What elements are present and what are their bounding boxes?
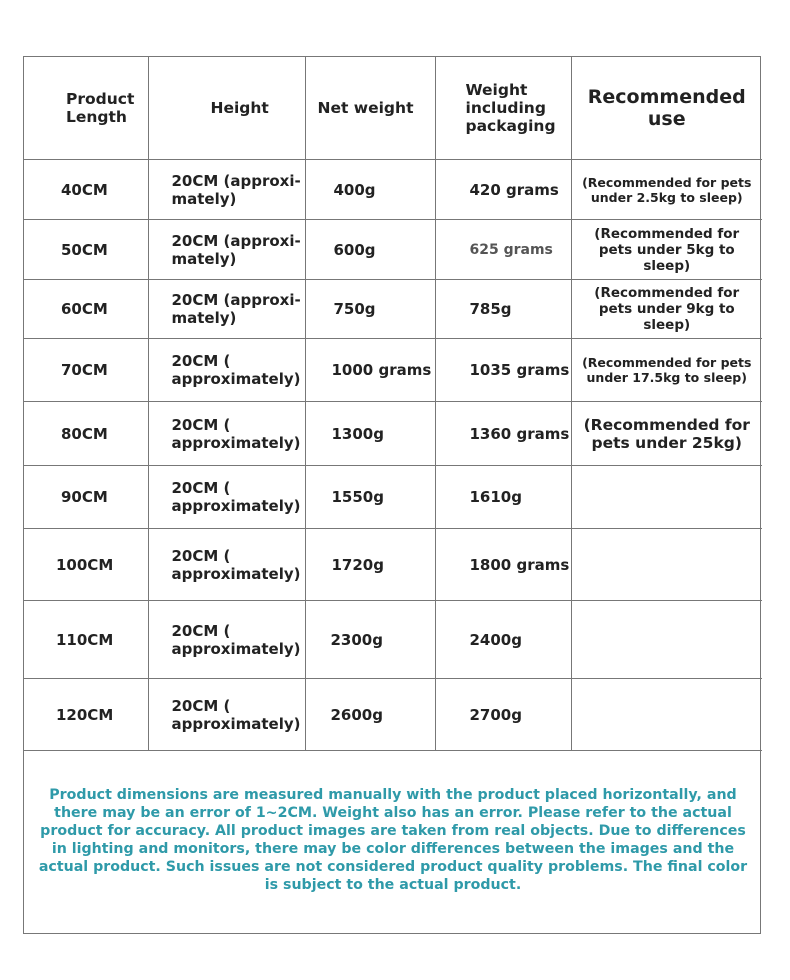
header-net-weight: Net weight [305, 56, 435, 160]
cell-length: 60CM [23, 280, 148, 339]
header-weight-including-packaging: Weight including packaging [435, 56, 571, 160]
cell-gross-weight: 625 grams [435, 220, 571, 280]
disclaimer-note: Product dimensions are measured manually with the product placed horizontally, and there may be an error of 1~2CM. Weight also has an error. Please refer to the actual product for accuracy. All product images are taken from real objects. Due to differences in lighting and monitors, there may be color differences between the images and the actual product. Such issues are not considered product quality problems. The final color is subject to the actual product. [38, 787, 748, 893]
cell-recommended-use: (Recommended for pets under 9kg to sleep) [571, 280, 762, 339]
cell-length: 110CM [23, 601, 148, 679]
cell-net-weight: 600g [305, 220, 435, 280]
cell-recommended-use [571, 679, 762, 751]
cell-height: 20CM ( approximately) [148, 529, 305, 601]
cell-net-weight: 1000 grams [305, 339, 435, 402]
cell-gross-weight: 1610g [435, 466, 571, 529]
table-row [23, 280, 762, 339]
cell-net-weight: 750g [305, 280, 435, 339]
table-row [23, 529, 762, 601]
cell-height: 20CM (approxi-mately) [148, 220, 305, 280]
header-height: Height [148, 56, 305, 160]
table-row [23, 466, 762, 529]
cell-height: 20CM ( approximately) [148, 339, 305, 402]
cell-gross-weight: 1035 grams [435, 339, 571, 402]
cell-length: 80CM [23, 402, 148, 466]
cell-net-weight: 2300g [305, 601, 435, 679]
cell-gross-weight: 2700g [435, 679, 571, 751]
cell-length: 100CM [23, 529, 148, 601]
cell-net-weight: 1720g [305, 529, 435, 601]
cell-recommended-use [571, 601, 762, 679]
cell-length: 70CM [23, 339, 148, 402]
cell-net-weight: 2600g [305, 679, 435, 751]
cell-height: 20CM ( approximately) [148, 601, 305, 679]
cell-gross-weight: 1800 grams [435, 529, 571, 601]
cell-recommended-use: (Recommended for pets under 2.5kg to sleep) [571, 160, 762, 220]
cell-recommended-use: (Recommended for pets under 17.5kg to sleep) [571, 339, 762, 402]
size-chart-table [23, 56, 762, 751]
cell-gross-weight: 420 grams [435, 160, 571, 220]
cell-height: 20CM ( approximately) [148, 402, 305, 466]
cell-net-weight: 400g [305, 160, 435, 220]
cell-recommended-use: (Recommended for pets under 25kg) [571, 402, 762, 466]
cell-gross-weight: 2400g [435, 601, 571, 679]
cell-height: 20CM (approxi-mately) [148, 160, 305, 220]
table-row [23, 160, 762, 220]
cell-height: 20CM ( approximately) [148, 466, 305, 529]
cell-gross-weight: 1360 grams [435, 402, 571, 466]
table-header-row [23, 56, 762, 160]
table-row [23, 220, 762, 280]
table-row [23, 679, 762, 751]
cell-recommended-use [571, 529, 762, 601]
cell-net-weight: 1300g [305, 402, 435, 466]
cell-length: 120CM [23, 679, 148, 751]
table-row [23, 601, 762, 679]
table-row [23, 402, 762, 466]
cell-length: 40CM [23, 160, 148, 220]
cell-height: 20CM (approxi-mately) [148, 280, 305, 339]
cell-recommended-use: (Recommended for pets under 5kg to sleep) [571, 220, 762, 280]
cell-length: 90CM [23, 466, 148, 529]
cell-net-weight: 1550g [305, 466, 435, 529]
header-recommended-use: Recommended use [571, 56, 762, 160]
table-row [23, 339, 762, 402]
cell-gross-weight: 785g [435, 280, 571, 339]
cell-recommended-use [571, 466, 762, 529]
cell-length: 50CM [23, 220, 148, 280]
header-product-length: Product Length [23, 56, 148, 160]
cell-height: 20CM ( approximately) [148, 679, 305, 751]
